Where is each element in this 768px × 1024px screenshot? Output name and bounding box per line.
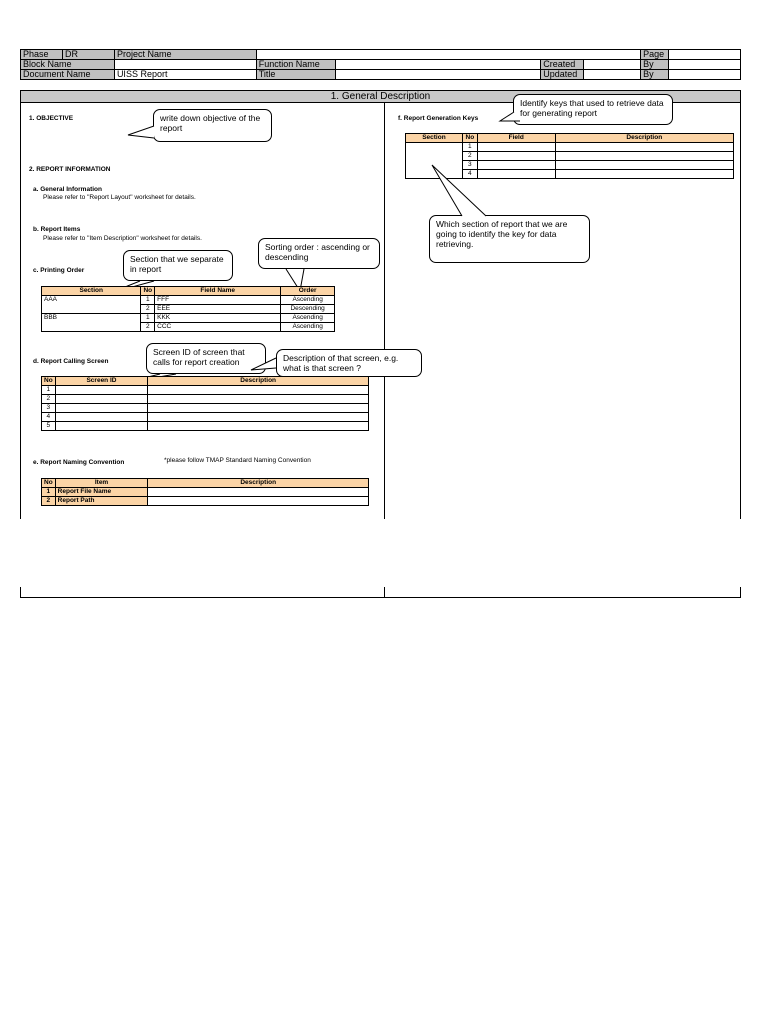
no-cell: 4 <box>42 413 56 422</box>
phase-value[interactable]: DR <box>62 50 114 60</box>
col-field: Field <box>477 134 555 143</box>
table-row <box>42 422 369 431</box>
section-cell[interactable] <box>406 143 463 179</box>
order-cell[interactable]: Ascending <box>281 296 335 305</box>
created-by-value[interactable] <box>669 60 741 70</box>
gen-keys-heading: f. Report Generation Keys <box>398 115 479 122</box>
title-label: Title <box>256 70 335 80</box>
no-cell[interactable]: 2 <box>141 305 155 314</box>
section-cell[interactable]: AAA <box>42 296 141 314</box>
section-cell[interactable]: BBB <box>42 314 141 332</box>
screen-id-callout: Screen ID of screen that calls for report creation <box>146 343 266 374</box>
no-cell: 4 <box>462 170 477 179</box>
section-callout: Section that we separate in report <box>123 250 233 281</box>
created-value[interactable] <box>584 60 641 70</box>
description-cell[interactable] <box>555 143 733 152</box>
order-cell[interactable]: Ascending <box>281 314 335 323</box>
frame-right-border <box>740 103 741 519</box>
screen-id-cell[interactable] <box>55 386 148 395</box>
function-name-label: Function Name <box>256 60 335 70</box>
screen-id-cell[interactable] <box>55 413 148 422</box>
description-cell[interactable] <box>555 161 733 170</box>
col-order: Order <box>281 287 335 296</box>
document-name-value[interactable]: UISS Report <box>114 70 256 80</box>
col-screen-id: Screen ID <box>55 377 148 386</box>
gen-keys-section-callout-pointer <box>0 0 1 1</box>
col-description: Description <box>148 479 369 488</box>
no-cell[interactable]: 1 <box>141 296 155 305</box>
col-section: Section <box>42 287 141 296</box>
col-no: No <box>42 479 56 488</box>
table-row <box>42 395 369 404</box>
field-cell[interactable] <box>477 143 555 152</box>
no-cell: 1 <box>42 386 56 395</box>
field-cell[interactable] <box>477 170 555 179</box>
block-name-label: Block Name <box>21 60 115 70</box>
no-cell: 3 <box>462 161 477 170</box>
no-cell: 1 <box>42 488 56 497</box>
naming-table <box>41 478 369 506</box>
table-row <box>42 314 335 323</box>
description-cell[interactable] <box>555 170 733 179</box>
table-row <box>42 404 369 413</box>
screen-description-callout: Description of that screen, e.g. what is that screen ? <box>276 349 422 377</box>
no-cell: 2 <box>42 395 56 404</box>
order-cell[interactable]: Descending <box>281 305 335 314</box>
printing-order-table <box>41 286 335 332</box>
field-cell[interactable]: EEE <box>155 305 281 314</box>
gen-keys-section-callout: Which section of report that we are going to identify the key for data retrieving. <box>429 215 590 263</box>
project-name-value[interactable] <box>256 50 640 60</box>
gen-keys-table <box>405 133 734 179</box>
no-cell[interactable]: 2 <box>141 323 155 332</box>
phase-label: Phase <box>21 50 63 60</box>
description-cell[interactable] <box>148 413 369 422</box>
objective-callout: write down objective of the report <box>153 109 272 142</box>
updated-by-value[interactable] <box>669 70 741 80</box>
order-cell[interactable]: Ascending <box>281 323 335 332</box>
description-cell[interactable] <box>148 395 369 404</box>
objective-heading: 1. OBJECTIVE <box>29 115 74 122</box>
report-items-heading: b. Report Items <box>33 226 81 233</box>
calling-screen-table <box>41 376 369 431</box>
updated-label: Updated <box>541 70 584 80</box>
field-cell[interactable]: CCC <box>155 323 281 332</box>
description-cell[interactable] <box>148 404 369 413</box>
description-cell[interactable] <box>555 152 733 161</box>
field-cell[interactable] <box>477 161 555 170</box>
created-by-label: By <box>641 60 669 70</box>
report-items-note: Please refer to "Item Description" worksheet for details. <box>43 235 202 242</box>
col-section: Section <box>406 134 463 143</box>
naming-heading: e. Report Naming Convention <box>33 459 125 466</box>
field-cell[interactable]: FFF <box>155 296 281 305</box>
no-cell: 5 <box>42 422 56 431</box>
block-name-value[interactable] <box>114 60 256 70</box>
page-value[interactable] <box>669 50 741 60</box>
report-info-heading: 2. REPORT INFORMATION <box>29 166 111 173</box>
description-cell[interactable] <box>148 422 369 431</box>
col-no: No <box>462 134 477 143</box>
description-cell[interactable] <box>148 497 369 506</box>
calling-screen-heading: d. Report Calling Screen <box>33 358 109 365</box>
updated-value[interactable] <box>584 70 641 80</box>
col-item: Item <box>55 479 148 488</box>
document-name-label: Document Name <box>21 70 115 80</box>
table-row <box>42 488 369 497</box>
item-cell: Report File Name <box>55 488 148 497</box>
screen-id-cell[interactable] <box>55 395 148 404</box>
created-label: Created <box>541 60 584 70</box>
description-cell[interactable] <box>148 386 369 395</box>
updated-by-label: By <box>641 70 669 80</box>
table-row <box>42 413 369 422</box>
table-row <box>42 386 369 395</box>
table-row <box>42 497 369 506</box>
description-cell[interactable] <box>148 488 369 497</box>
project-name-label: Project Name <box>114 50 256 60</box>
field-cell[interactable]: KKK <box>155 314 281 323</box>
naming-note: *please follow TMAP Standard Naming Convention <box>164 457 311 464</box>
document-header <box>20 49 741 80</box>
no-cell[interactable]: 1 <box>141 314 155 323</box>
printing-order-heading: c. Printing Order <box>33 267 85 274</box>
col-no: No <box>42 377 56 386</box>
page-label: Page <box>641 50 669 60</box>
col-field-name: Field Name <box>155 287 281 296</box>
frame-center-divider <box>384 103 385 519</box>
no-cell: 1 <box>462 143 477 152</box>
section-title-bar: 1. General Description <box>20 90 741 103</box>
frame-bottom-border <box>20 597 741 598</box>
item-cell: Report Path <box>55 497 148 506</box>
field-cell[interactable] <box>477 152 555 161</box>
table-row <box>406 143 734 152</box>
general-info-note: Please refer to "Report Layout" worksheet for details. <box>43 194 196 201</box>
no-cell: 2 <box>42 497 56 506</box>
screen-id-cell[interactable] <box>55 422 148 431</box>
title-value[interactable] <box>335 70 541 80</box>
function-name-value[interactable] <box>335 60 541 70</box>
sorting-order-callout: Sorting order : ascending or descending <box>258 238 380 269</box>
no-cell: 2 <box>462 152 477 161</box>
frame-left-border <box>20 103 21 519</box>
screen-id-cell[interactable] <box>55 404 148 413</box>
col-description: Description <box>555 134 733 143</box>
general-info-heading: a. General Information <box>33 186 102 193</box>
col-no: No <box>141 287 155 296</box>
gen-keys-callout: Identify keys that used to retrieve data for generating report <box>513 94 673 125</box>
col-description: Description <box>148 377 369 386</box>
no-cell: 3 <box>42 404 56 413</box>
table-row <box>42 296 335 305</box>
